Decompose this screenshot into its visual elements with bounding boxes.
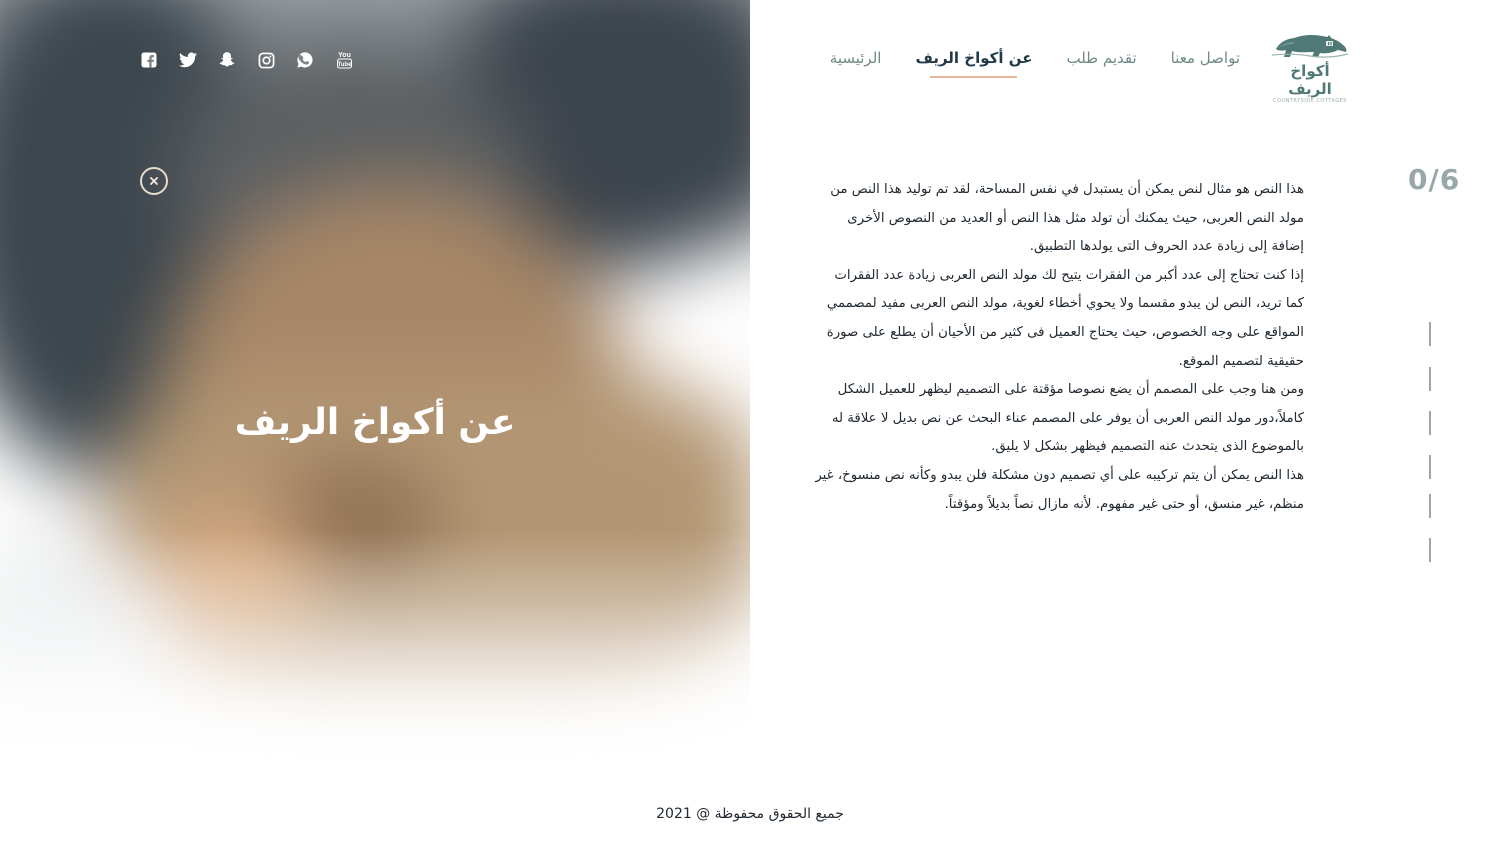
nav-item-contact[interactable]: تواصل معنا <box>1170 49 1240 67</box>
social-links <box>140 50 353 70</box>
about-paragraph: ومن هنا وجب على المصمم أن يضع نصوصا مؤقتة على التصميم ليظهر للعميل الشكل كاملاً،دور مولد النص العربى أن يوفر على المصمم عناء البحث عن نص بديل لا علاقة له بالموضوع الذى يتحدث عنه التصميم فيظهر بشكل لا يليق. <box>831 382 1304 455</box>
nav-item-home[interactable]: الرئيسية <box>829 49 882 67</box>
slide-counter: 0/6 <box>1408 163 1461 196</box>
about-paragraph: هذا النص هو مثال لنص يمكن أن يستبدل في نفس المساحة، لقد تم توليد هذا النص من مولد النص العربى، حيث يمكنك أن تولد مثل هذا النص أو العديد من النصوص الأخرى إضافة إلى زيادة عدد الحروف التى يولدها التطبيق. <box>830 182 1304 255</box>
instagram-icon[interactable] <box>257 50 275 70</box>
about-paragraph: إذا كنت تحتاج إلى عدد أكبر من الفقرات يتيح لك مولد النص العربى زيادة عدد الفقرات كما تريد، النص لن يبدو مقسما ولا يحوي أخطاء لغوية، مولد النص العربى مفيد لمصممي المواقع على وجه الخصوص، حيث يحتاج العميل فى كثير من الأحيان أن يطلع على صورة حقيقية لتصميم الموقع. <box>826 267 1304 369</box>
footer-copyright: جميع الحقوق محفوظة @ 2021 <box>656 806 844 822</box>
twitter-icon[interactable] <box>179 50 197 70</box>
brand-subtitle: COUNTRYSIDE COTTAGES <box>1273 98 1347 104</box>
brand-name: أكواخ الريف <box>1288 62 1332 98</box>
slide-indicator[interactable] <box>1429 322 1431 346</box>
close-icon <box>149 176 159 186</box>
slide-indicator[interactable] <box>1429 455 1431 479</box>
hero-title: عن أكواخ الريف <box>234 402 516 443</box>
hero-panel <box>0 0 750 790</box>
brand-logo[interactable] <box>1268 32 1352 104</box>
slide-indicator[interactable] <box>1429 367 1431 391</box>
close-button[interactable] <box>140 167 168 195</box>
slide-indicator[interactable] <box>1429 494 1431 518</box>
nav-item-about[interactable]: عن أكواخ الريف <box>915 46 1032 70</box>
bear-logo-icon <box>1272 32 1348 60</box>
whatsapp-icon[interactable] <box>296 50 314 70</box>
slide-indicator[interactable] <box>1429 538 1431 562</box>
youtube-icon[interactable] <box>335 50 353 70</box>
main-nav <box>830 46 1240 70</box>
slide-indicator[interactable] <box>1429 411 1431 435</box>
facebook-icon[interactable] <box>140 50 158 70</box>
about-text <box>814 176 1304 519</box>
nav-item-apply[interactable]: تقديم طلب <box>1066 49 1137 67</box>
slide-indicators <box>1429 322 1432 572</box>
snapchat-icon[interactable] <box>218 50 236 70</box>
svg-text:Tube: Tube <box>337 62 351 68</box>
about-paragraph: هذا النص يمكن أن يتم تركيبه على أي تصميم دون مشكلة فلن يبدو وكأنه نص منسوخ، غير منظم، غير منسق، أو حتى غير مفهوم. لأنه مازال نصاً بديلاً ومؤقتاً. <box>815 467 1304 512</box>
svg-text:You: You <box>337 52 351 59</box>
